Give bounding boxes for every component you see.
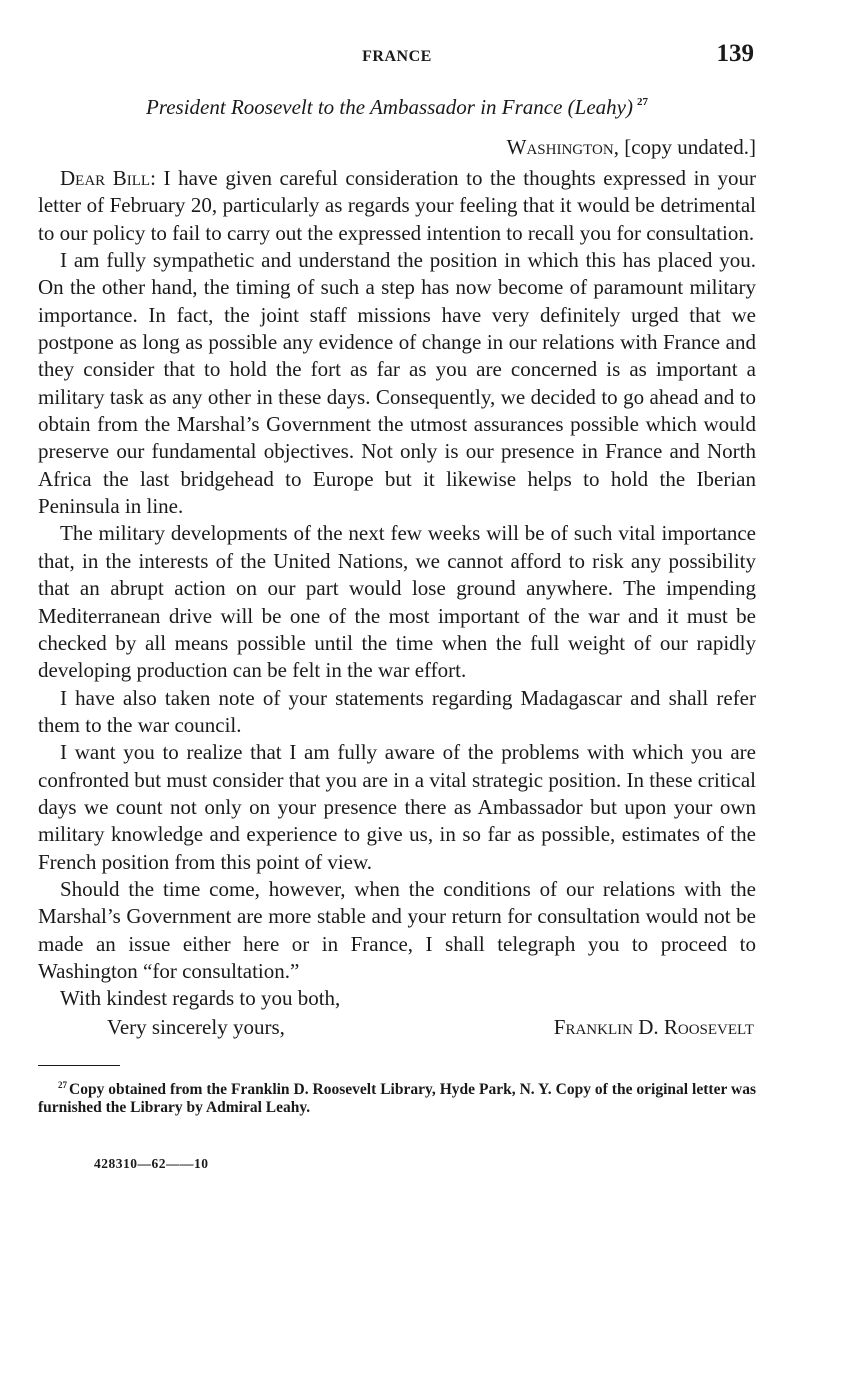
signature: Franklin D. Roosevelt	[553, 1014, 754, 1039]
document-page	[38, 40, 756, 1172]
paragraph: I have also taken note of your statements regarding Madagascar and shall refer them to the war council.	[38, 685, 756, 737]
footnote	[38, 1076, 756, 1118]
document-title	[38, 88, 756, 121]
letter-body	[38, 165, 756, 985]
title-footnote-ref: 27	[637, 96, 648, 108]
valediction: Very sincerely yours,	[107, 1014, 285, 1039]
footnote-number: 27	[58, 1079, 67, 1090]
printer-code: 428310—62——10	[94, 1155, 209, 1171]
paragraph: The military developments of the next few weeks will be of such vital importance that, in the interests of the United Nations, we cannot afford to risk any possibility that an abrupt action on our part would lose ground anywhere. The impending Mediterranean drive will be one of the most important of the war and it must be checked by all means possible until the time when the full weight of our rapidly developing production can be felt in the war effort.	[38, 521, 756, 683]
paragraph-text: I have given careful consideration to the thoughts expressed in your letter of February 20, particularly as regards your feeling that it would be detrimental to our policy to fail to carry out the expressed intention to recall you for consultation.	[38, 166, 757, 245]
running-head: FRANCE	[362, 48, 432, 65]
dateline-note: [copy undated.]	[624, 135, 756, 159]
paragraph: Should the time come, however, when the conditions of our relations with the Marshal’s Government are more stable and your return for consultation would not be made an issue either here or in France, I shall telegraph you to proceed to Washington “for consultation.”	[38, 876, 756, 983]
closing-line: With kindest regards to you both,	[60, 986, 341, 1011]
paragraph	[38, 165, 756, 247]
dateline-place: Washington,	[506, 135, 619, 159]
footnote-text: Copy obtained from the Franklin D. Roosevelt Library, Hyde Park, N. Y. Copy of the original letter was furnished the Library by Admiral Leahy.	[38, 1080, 756, 1117]
footnote-divider	[38, 1065, 120, 1066]
title-text: President Roosevelt to the Ambassador in France (Leahy)	[146, 95, 633, 119]
signoff	[38, 1013, 756, 1041]
page-number: 139	[716, 40, 754, 67]
page-header	[38, 40, 756, 74]
paragraph: I want you to realize that I am fully aware of the problems with which you are confronted but must consider that you are in a vital strategic position. In these critical days we count not only on your presence there as Ambassador but upon your own military knowledge and experience to give us, in so far as possible, estimates of the French position from this point of view.	[38, 740, 756, 874]
salutation: Dear Bill:	[60, 166, 156, 190]
dateline	[38, 133, 756, 161]
paragraph: I am fully sympathetic and understand the position in which this has placed you. On the other hand, the timing of such a step has now become of paramount military importance. In fact, the joint staff missions have very definitely urged that we postpone as long as possible any evidence of change in our relations with France and they consider that to hold the fort as far as you are concerned is as important a military task as any other in these days. Consequently, we decided to go ahead and to obtain from the Marshal’s Government the utmost assurances possible which would preserve our fundamental objectives. Not only is our presence in France and North Africa the last bridgehead to Europe but it likewise helps to hold the Iberian Peninsula in line.	[38, 248, 756, 519]
